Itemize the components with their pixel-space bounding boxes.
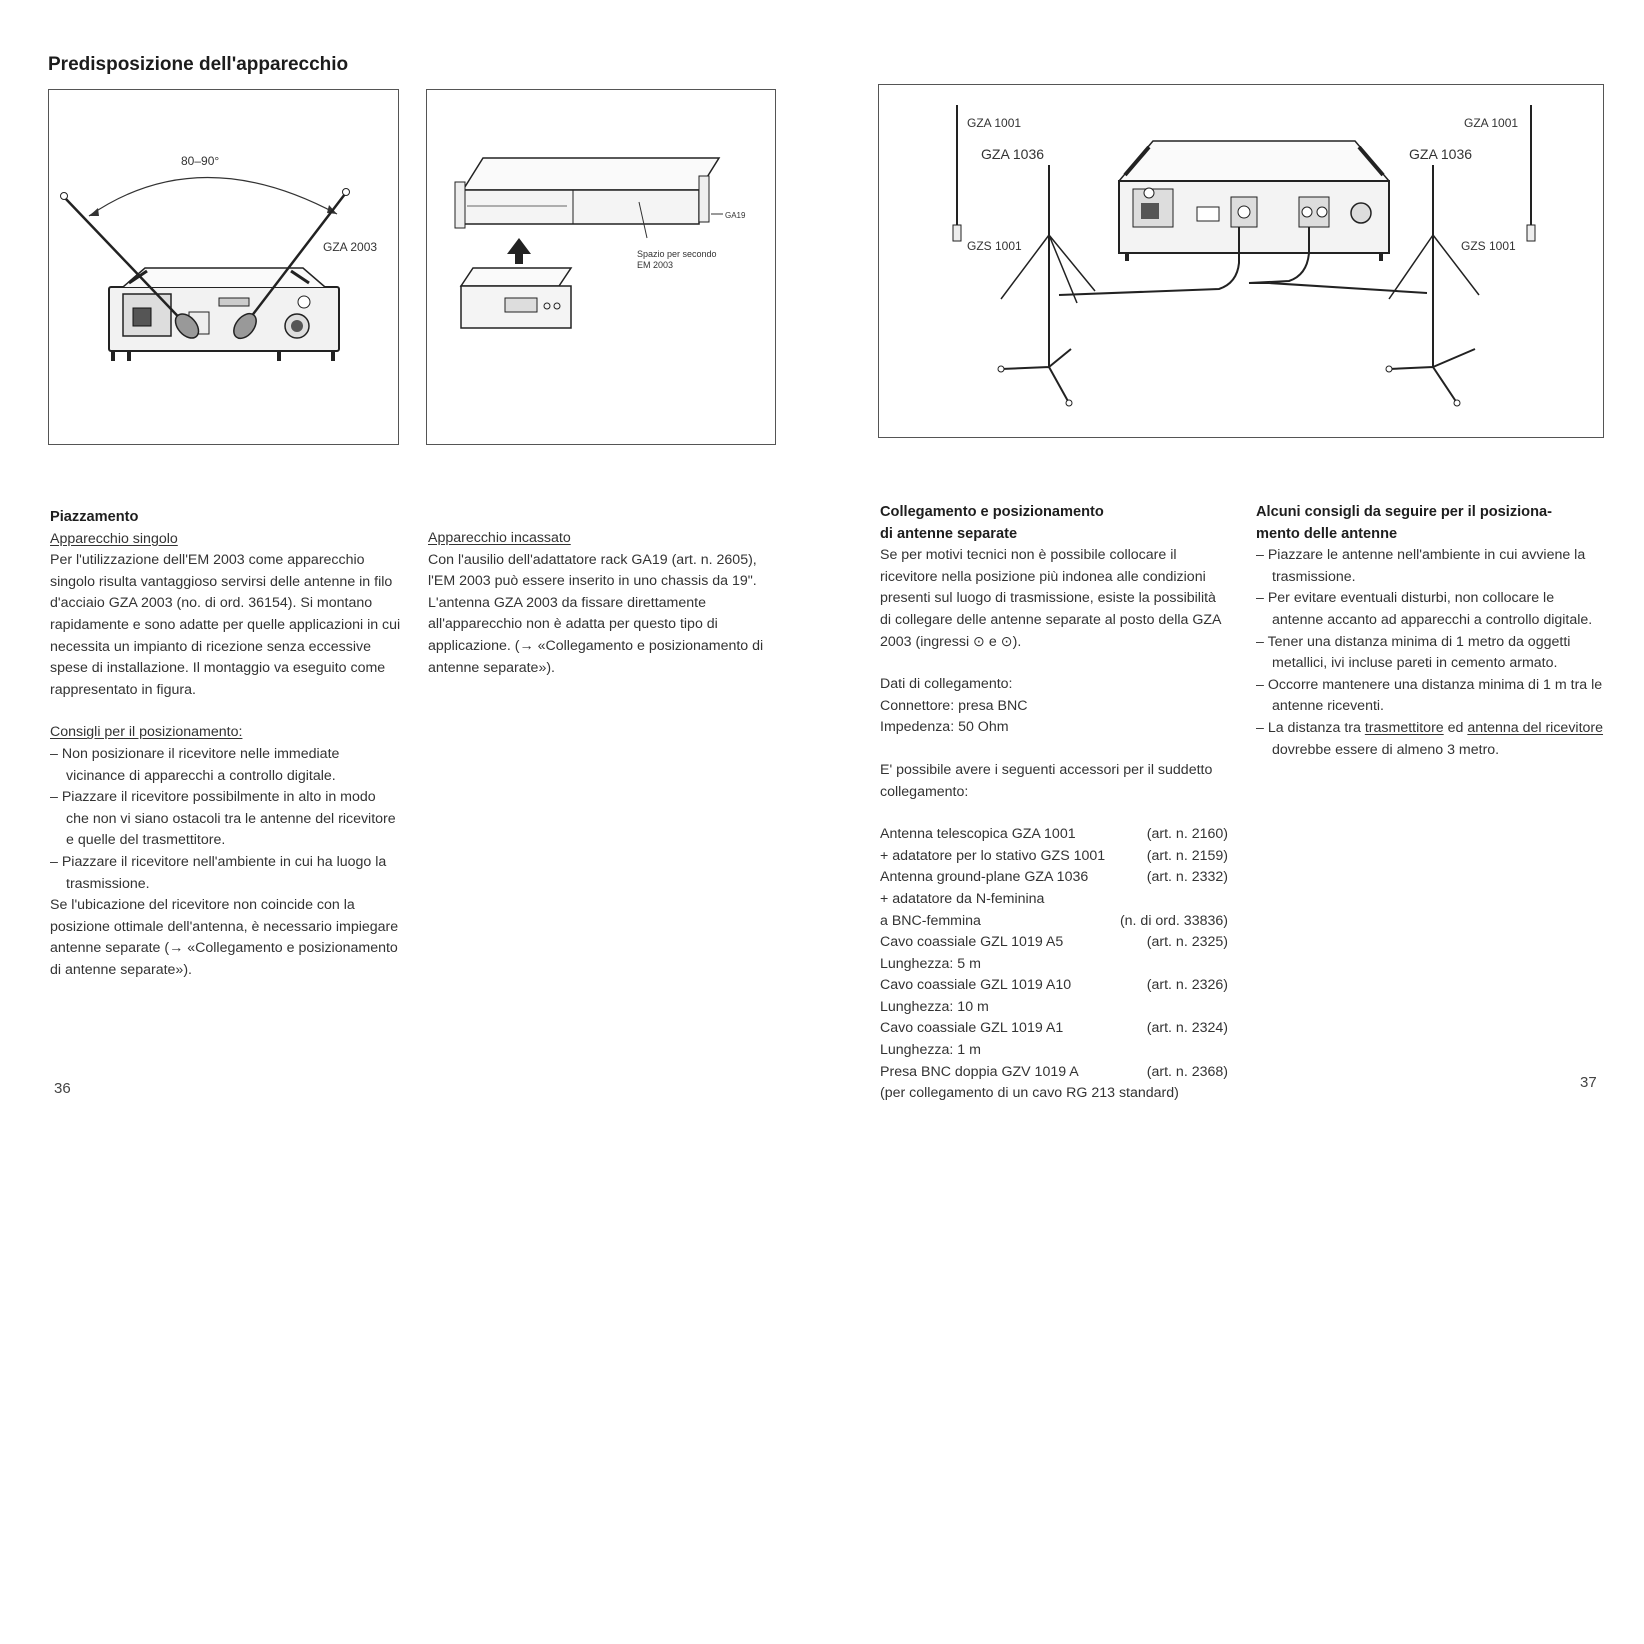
accessory-row: + adatatore da N-feminina	[880, 890, 1045, 907]
separate-antennas-illustration	[879, 85, 1603, 437]
accessory-row: Antenna ground-plane GZA 1036 (art. n. 2332)	[880, 869, 1228, 886]
impedance-spec: Impedenza: 50 Ohm	[880, 719, 1009, 736]
left-telescopic-label: GZA 1001	[967, 116, 1022, 130]
antenna-tips-heading-line2: mento delle antenne	[1256, 525, 1398, 542]
page-number-right: 37	[1580, 1074, 1597, 1091]
page-number-left: 36	[54, 1080, 71, 1097]
antenna-tip-item: – Piazzare le antenne nell'ambiente in cui avviene la trasmissione.	[1256, 547, 1586, 585]
left-adapter-label: GZS 1001	[967, 239, 1022, 253]
figure-single-receiver	[48, 89, 399, 445]
accessory-row: (per collegamento di un cavo RG 213 standard)	[880, 1085, 1179, 1102]
separate-antennas-paragraph: Se per motivi tecnici non è possibile collocare il ricevitore nella posizione più indonea alle condizioni presenti sul luogo di trasmissione, esiste la possibilità di collegare delle antenne separate al posto della GZA 2003 (ingressi ⊙ e ⊙).	[880, 547, 1221, 650]
connector-spec: Connettore: presa BNC	[880, 697, 1028, 714]
page-title: Predisposizione dell'apparecchio	[48, 54, 349, 75]
column-rack-mount	[428, 528, 778, 679]
connection-data-heading: Dati di collegamento:	[880, 676, 1013, 693]
tip-item: – Non posizionare il ricevitore nelle immediate vicinance di apparecchi a controllo digitale.	[50, 745, 340, 784]
receiver-antennas-illustration	[49, 90, 398, 444]
accessory-row: Lunghezza: 5 m	[880, 955, 981, 972]
accessory-row: Cavo coassiale GZL 1019 A10 (art. n. 2326)	[880, 977, 1228, 994]
tips-heading: Consigli per il posizionamento:	[50, 724, 243, 741]
antenna-tip-item: – Occorre mantenere una distanza minima di 1 m tra le antenne riceventi.	[1256, 676, 1603, 715]
angle-label: 80–90°	[181, 154, 220, 168]
accessory-row: Lunghezza: 10 m	[880, 998, 989, 1015]
accessory-row: Lunghezza: 1 m	[880, 1042, 981, 1059]
antenna-tips-heading-line1: Alcuni consigli da seguire per il posiziona-	[1256, 504, 1552, 520]
right-adapter-label: GZS 1001	[1461, 239, 1516, 253]
built-in-paragraph: Con l'ausilio dell'adattatore rack GA19 (art. n. 2605), l'EM 2003 può essere inserito in uno chassis da 19". L'antenna GZA 2003 da fissare direttamente all'apparecchio non è adatta per questo tipo di applicazione. (→ «Collegamento e posizionamento di antenne separate»).	[428, 551, 764, 676]
accessories-intro: E' possibile avere i seguenti accessori per il suddetto collegamento:	[880, 761, 1213, 800]
single-device-paragraph: Per l'utilizzazione dell'EM 2003 come apparecchio singolo risulta vantaggioso servirsi delle antenne in filo d'acciaio GZA 2003 (no. di ord. 36154). Si montano rapidamente e sono adatte per quelle applicazioni in cui necessita un impianto di ricezione senza eccessive spese di installazione. Il montaggio va eseguito come rappresentato in figura.	[50, 552, 401, 698]
separate-antennas-heading-line1: Collegamento e posizionamento	[880, 504, 1104, 520]
column-placement	[50, 507, 401, 981]
separate-antennas-note: Se l'ubicazione del ricevitore non coincide con la posizione ottimale dell'antenna, è necessario impiegare antenne separate (→ «Collegamento e posizionamento di antenne separate»).	[50, 897, 399, 978]
antenna-tip-item-distance: – La distanza tra trasmettitore ed antenna del ricevitore dovrebbe essere di almeno 3 metro.	[1256, 719, 1604, 758]
tip-item: – Piazzare il ricevitore possibilmente in alto in modo che non vi siano ostacoli tra le antenne del ricevitore e quelle del trasmettitore.	[50, 789, 396, 849]
accessory-row: + adatatore per lo stativo GZS 1001 (art. n. 2159)	[880, 847, 1228, 864]
left-groundplane-label: GZA 1036	[981, 146, 1045, 162]
space-label-line1: Spazio per secondo	[637, 249, 717, 259]
single-device-subheading: Apparecchio singolo	[50, 530, 178, 547]
column-separate-antennas	[880, 502, 1228, 1105]
insert-arrow-icon	[507, 238, 531, 264]
space-label-line2: EM 2003	[637, 260, 674, 270]
right-telescopic-label: GZA 1001	[1464, 116, 1519, 130]
accessory-row: Antenna telescopica GZA 1001 (art. n. 2160)	[880, 826, 1228, 843]
accessory-row: Cavo coassiale GZL 1019 A5 (art. n. 2325)	[880, 934, 1228, 951]
figure-rack-mount	[426, 89, 776, 445]
angle-arc	[89, 177, 337, 216]
column-antenna-tips	[1256, 502, 1608, 761]
figure-separate-antennas	[878, 84, 1604, 438]
accessories-list	[880, 824, 1228, 1105]
placement-heading: Piazzamento	[50, 509, 139, 525]
separate-antennas-heading-line2: di antenne separate	[880, 525, 1018, 542]
right-groundplane-label: GZA 1036	[1409, 146, 1473, 162]
accessory-row: Presa BNC doppia GZV 1019 A (art. n. 2368)	[880, 1063, 1228, 1080]
rack-label: GA19	[725, 211, 746, 220]
antenna-tip-item: – Per evitare eventuali disturbi, non collocare le antenne accanto ad apparecchi a controllo digitale.	[1256, 590, 1593, 628]
antenna-model-label: GZA 2003	[323, 240, 378, 254]
accessory-row: a BNC-femmina (n. di ord. 33836)	[880, 912, 1228, 929]
built-in-subheading: Apparecchio incassato	[428, 530, 571, 546]
accessory-row: Cavo coassiale GZL 1019 A1 (art. n. 2324)	[880, 1020, 1228, 1037]
tip-item: – Piazzare il ricevitore nell'ambiente in cui ha luogo la trasmissione.	[50, 853, 387, 892]
rack-adapter-illustration	[427, 90, 775, 444]
antenna-tip-item: – Tener una distanza minima di 1 metro da oggetti metallici, ivi incluse pareti in cemento armato.	[1256, 633, 1571, 672]
